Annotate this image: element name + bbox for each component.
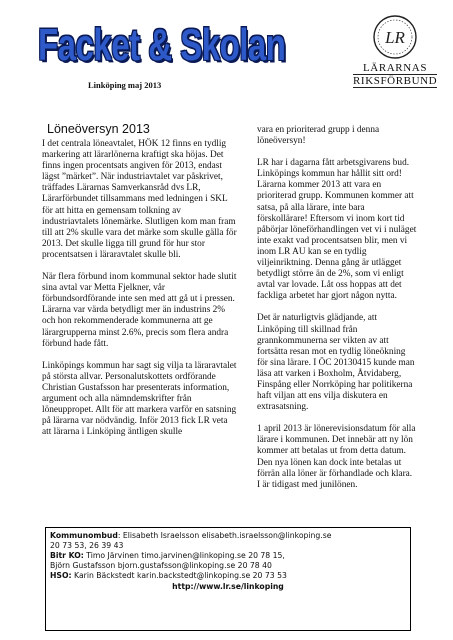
paragraph: När flera förbund inom kommunal sektor hade slutit sina avtal var Metta Fjelkner, vår förbundsordförande inte sen med att gå ut i pressen. Lärarna var värda betydligt mer än industrins 2% och hon rekommenderade kommunerna att ge lärargrupperna minst 2.6%, precis som flera andra förbund hade fått. <box>42 272 237 349</box>
contact-text: : Elisabeth Israelsson elisabeth.israelsson@linkoping.se <box>117 531 332 540</box>
dateline: Linköping maj 2013 <box>88 80 162 90</box>
lr-seal-icon <box>372 14 418 60</box>
lararnas-riksforbund-logo <box>345 14 445 88</box>
logo-monogram: LR <box>385 28 405 47</box>
paragraph: Linköpings kommun har sagt sig vilja ta läraravtalet på största allvar. Personalutskottets ordförande Christian Gustafsson har presenterats information, argument och alla nämndemskrifter från löneuppropet. Allt för att markera varför en satsning på lärarna var nödvändig. Inför 2013 fick LR veta att lärarna i Linköping äntligen skulle <box>42 360 237 438</box>
contact-bitr-ko-2: Björn Gustafsson bjorn.gustafsson@linkoping.se 20 78 40 <box>50 561 272 571</box>
paragraph: Det är naturligtvis glädjande, att Linköping till skillnad från grannkommunerna ser vikten av att fortsätta resan mot en tydlig löneökning för sina lärare. I ÖC 20130415 kunde man läsa att varken i Boxholm, Åtvidaberg, Finspång eller Norrköping har politikerna haft viljan att ens vilja diskutera en extrasatsning. <box>257 313 415 413</box>
paragraph: I det centrala löneavtalet, HÖK 12 finns en tydlig markering att lärarlönerna kraftigt ska höjas. Det finns ingen procentsats angiven för 2013, endast lägst ”märket”. När industriavtalet var påskrivet, träffades Lärarnas Samverkansråd dvs LR, Lärarförbundet tillsammans med ledningen i SKL för att hitta en gemensam tolkning av industriavtalets lönemärke. Slutligen kom man fram till att 2% skulle vara det märke som skulle gälla för 2013. Det skulle ligga till grund för hur stor procentsatsen i läraravtalet skulle bli. <box>42 139 237 260</box>
contact-ombud-phone: 20 73 53, 26 39 43 <box>50 541 124 551</box>
article-title: Löneöversyn 2013 <box>47 122 150 136</box>
paragraph: vara en prioriterad grupp i denna löneöversyn! <box>257 125 380 147</box>
paragraph: 1 april 2013 är lönerevisionsdatum för alla lärare i kommunen. Det innebär att ny lön kommer att betalas ut from detta datum. Den nya lönen kan dock inte betalas ut förrän alla löner är förhandlade och klara. I är tidigast med junilönen. <box>257 424 416 490</box>
contact-ombud <box>50 531 406 541</box>
logo-text-lararnas: LÄRARNAS <box>362 62 428 74</box>
masthead-title: Facket & Skolan <box>38 19 286 70</box>
contact-bitr-ko <box>50 551 406 561</box>
contact-label: HSO: <box>50 571 72 581</box>
contact-label: Kommunombud <box>50 531 118 540</box>
contact-box <box>45 527 411 631</box>
logo-text-riksforbund: RIKSFÖRBUND <box>353 75 438 87</box>
contact-hso <box>50 571 406 581</box>
contact-label: Bitr KO: <box>50 551 84 561</box>
website-link[interactable]: http://www.lr.se/linkoping <box>172 582 284 592</box>
article-column-right <box>257 125 417 502</box>
contact-text: Karin Bäckstedt karin.backstedt@linkoping.se 20 73 53 <box>71 571 287 581</box>
paragraph: LR har i dagarna fått arbetsgivarens bud. Linköpings kommun har hållit sitt ord! Lärarna kommer 2013 att vara en prioriterad grupp. Kommunen kommer att satsa, på alla lärare, inte bara förskollärare! Eftersom vi inom kort tid påbörjar löneförhandlingen vet vi i nuläget inte exakt vad procentsatsen blir, men vi inom LR AU kan se en tydlig viljeinriktning. Denna gång är utlägget betydligt större än de 2%, som vi enligt avtal var lovade. Låt oss hoppas att det fackliga arbetet har gjort någon nytta. <box>257 158 417 302</box>
contact-text: Timo Järvinen timo.jarvinen@linkoping.se 20 78 15, <box>83 551 285 561</box>
article-column-left <box>42 139 238 449</box>
